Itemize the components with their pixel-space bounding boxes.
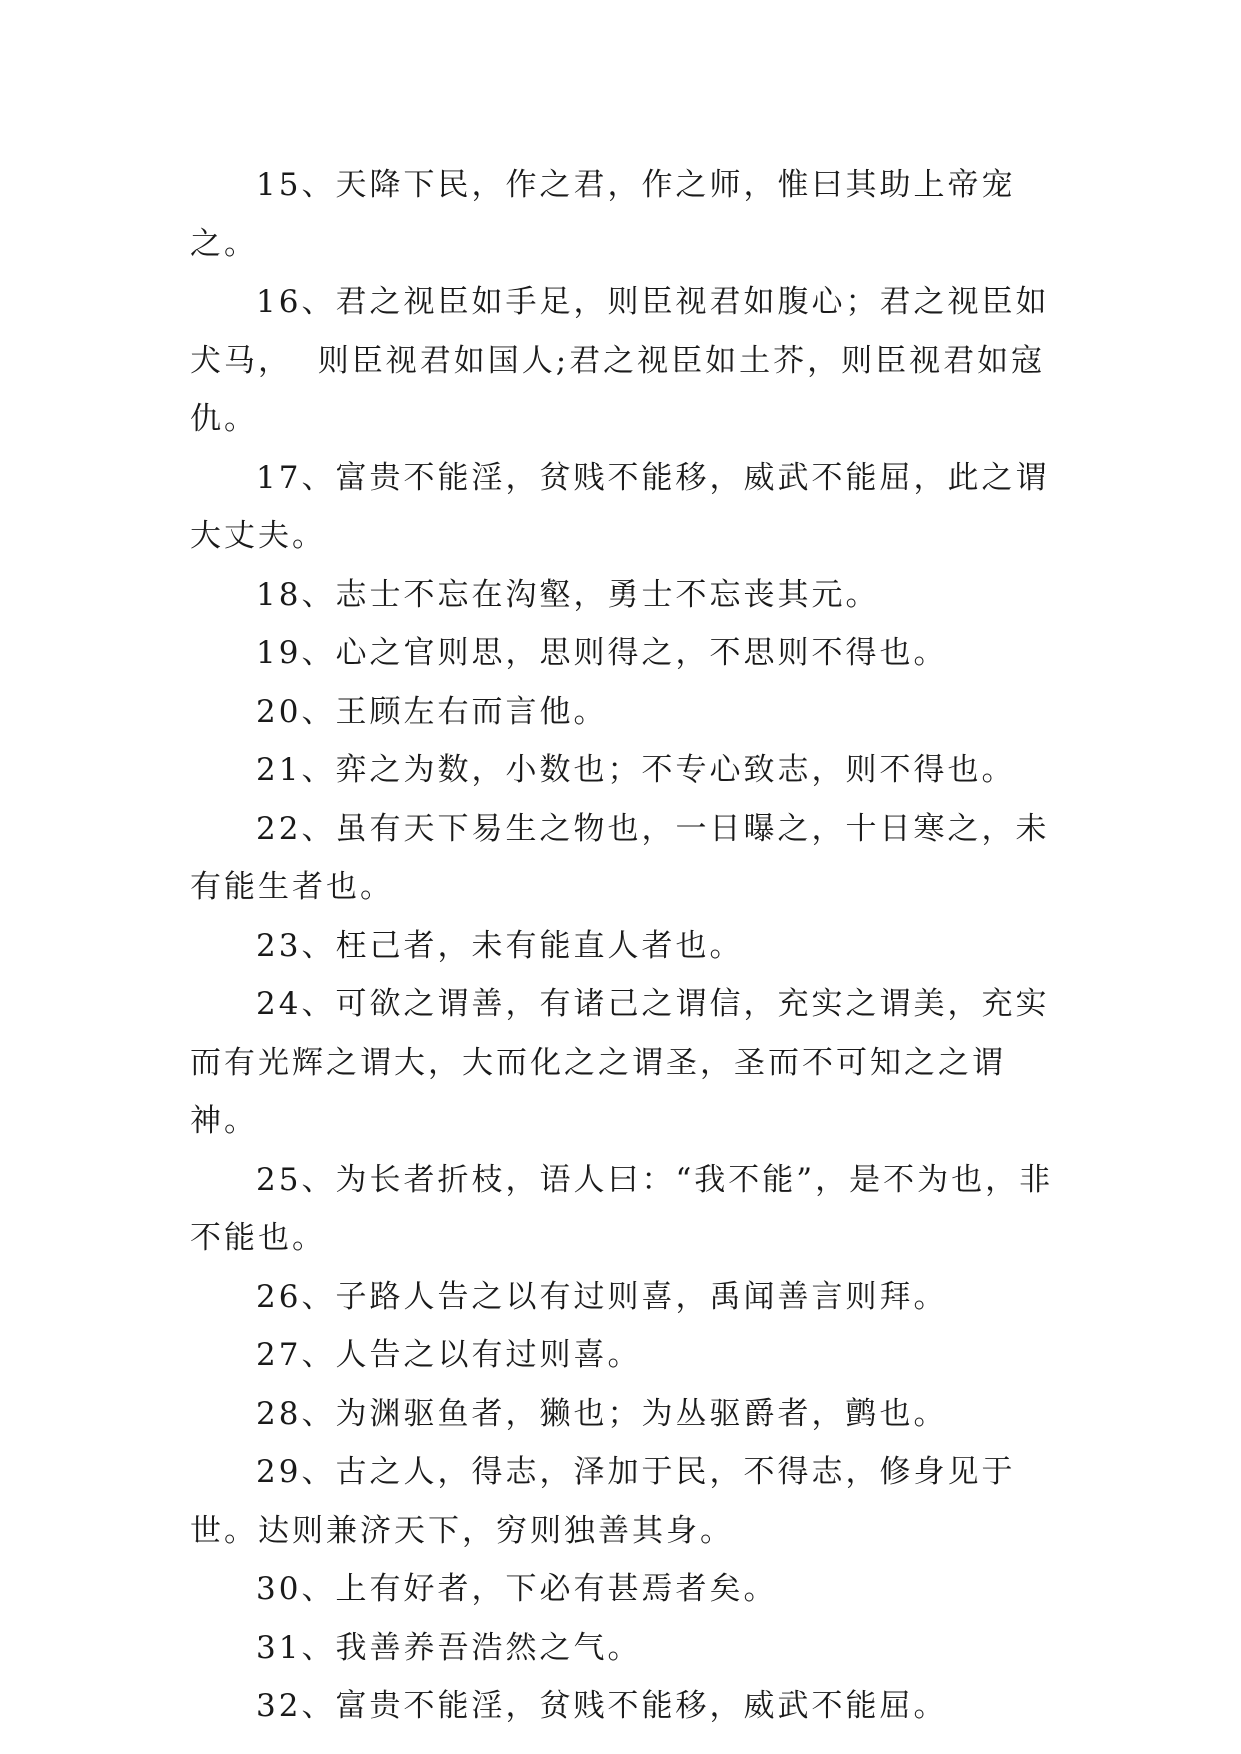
body-text bbox=[190, 156, 1070, 1736]
quote-28: 28、为渊驱鱼者，獭也；为丛驱爵者，鹯也。 bbox=[256, 1395, 948, 1432]
quote-22: 22、虽有天下易生之物也，一日曝之，十日寒之，未有能生者也。 bbox=[190, 810, 1050, 905]
quote-29: 29、古之人，得志，泽加于民，不得志，修身见于世。达则兼济天下，穷则独善其身。 bbox=[190, 1454, 1016, 1549]
quote-31: 31、我善养吾浩然之气。 bbox=[256, 1629, 642, 1666]
quote-17: 17、富贵不能淫，贫贱不能移，威武不能屈，此之谓大丈夫。 bbox=[190, 459, 1050, 554]
quote-27: 27、人告之以有过则喜。 bbox=[256, 1337, 642, 1373]
quote-15: 15、天降下民，作之君，作之师，惟曰其助上帝宠之。 bbox=[190, 167, 1016, 262]
quote-16: 16、君之视臣如手足，则臣视君如腹心；君之视臣如犬马， 则臣视君如国人;君之视臣如土芥，则臣视君如寇仇。 bbox=[190, 284, 1050, 437]
quote-23: 23、枉己者，未有能直人者也。 bbox=[256, 927, 744, 964]
quote-25: 25、为长者折枝，语人曰：“我不能”，是不为也，非不能也。 bbox=[190, 1161, 1054, 1256]
quote-18: 18、志士不忘在沟壑，勇士不忘丧其元。 bbox=[256, 576, 880, 613]
quote-26: 26、子路人告之以有过则喜，禹闻善言则拜。 bbox=[256, 1278, 948, 1315]
quote-32: 32、富贵不能淫，贫贱不能移，威武不能屈。 bbox=[256, 1688, 948, 1724]
quote-24: 24、可欲之谓善，有诸己之谓信，充实之谓美，充实而有光辉之谓大，大而化之之谓圣，圣而不可知之之谓神。 bbox=[190, 986, 1050, 1139]
quote-20: 20、王顾左右而言他。 bbox=[256, 693, 608, 730]
quote-30: 30、上有好者，下必有甚焉者矣。 bbox=[256, 1571, 778, 1607]
quote-21: 21、弈之为数，小数也；不专心致志，则不得也。 bbox=[256, 752, 1016, 788]
quote-19: 19、心之官则思，思则得之，不思则不得也。 bbox=[256, 635, 948, 671]
